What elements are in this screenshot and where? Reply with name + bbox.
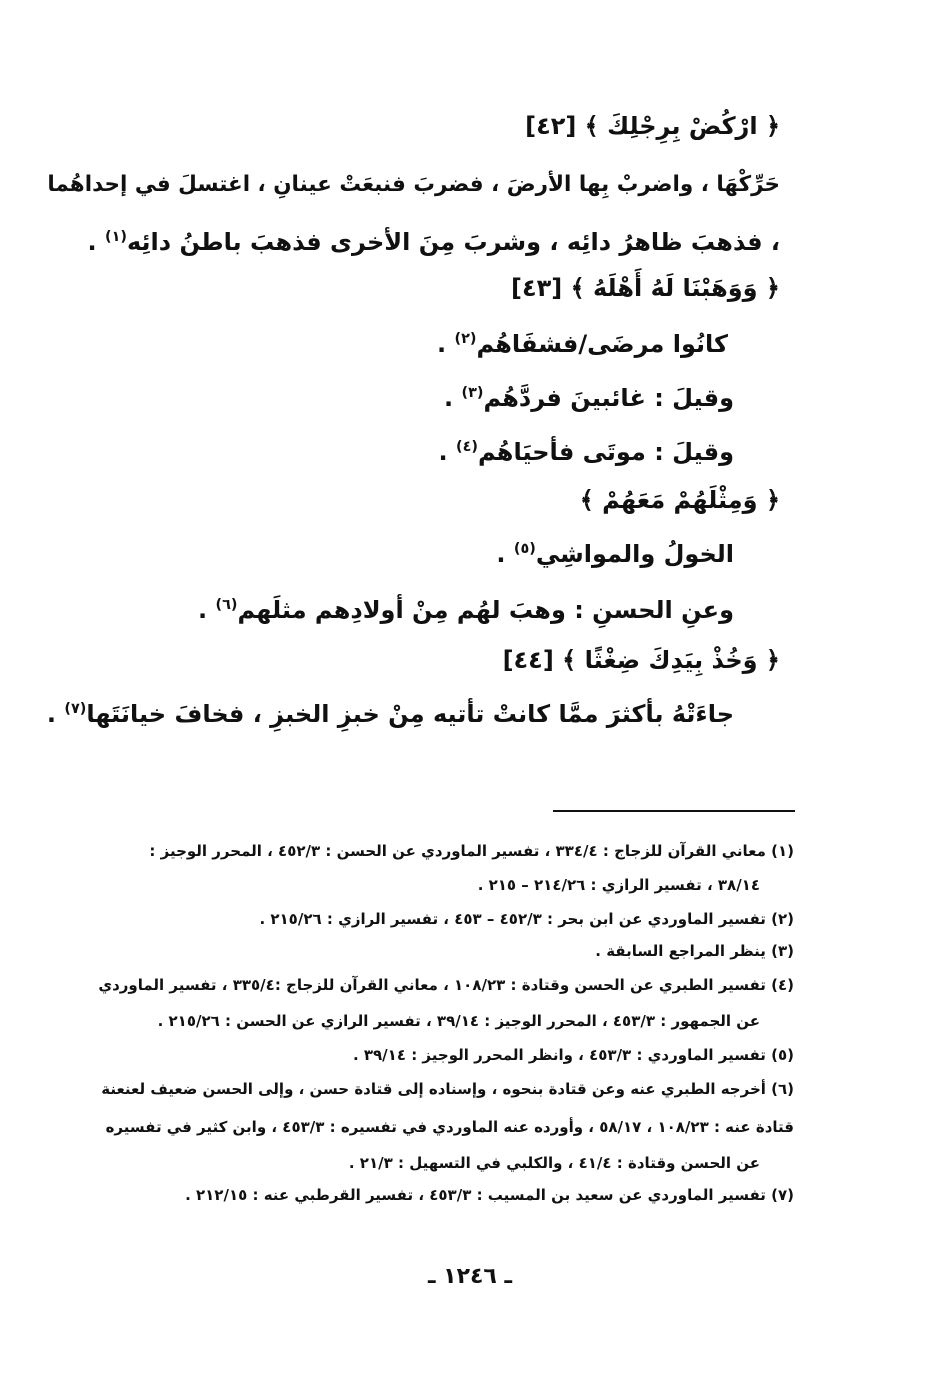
verse-43: ﴿ وَوَهَبْنَا لَهُ أَهْلَهُ ﴾ [٤٣] (510, 274, 780, 302)
footnote-5: (٥) تفسير الماوردي : ٤٥٣/٣ ، وانظر المحرر الوجيز : ٣٩/١٤ . (352, 1046, 794, 1064)
verse-44: ﴿ وَخُذْ بِيَدِكَ ضِغْثًا ﴾ [٤٤] (502, 646, 780, 674)
verse-43b: ﴿ وَمِثْلَهُمْ مَعَهُمْ ﴾ (579, 486, 780, 514)
footnote-ref-6: (٦) (215, 597, 238, 613)
footnote-6-cont: قتادة عنه : ١٠٨/٢٣ ، ٥٨/١٧ ، وأورده عنه الماوردي في تفسيره : ٤٥٣/٣ ، وابن كثير في تفسيره (105, 1118, 794, 1136)
footnote-ref-5: (٥) (513, 541, 536, 557)
footnote-ref-3: (٣) (461, 385, 484, 401)
footnote-1-cont: ٣٨/١٤ ، تفسير الرازي : ٢١٤/٢٦ – ٢١٥ . (477, 876, 760, 894)
footnote-ref-4: (٤) (456, 439, 478, 455)
verse-42: ﴿ ارْكُضْ بِرِجْلِكَ ﴾ [٤٢] (525, 112, 780, 140)
text-line: وعنِ الحسنِ : وهبَ لهُم مِنْ أولادِهم مثلَهم$^{(٦)}$ . (198, 596, 734, 624)
footnote-ref-7: (٧) (64, 701, 87, 717)
footnote-7: (٧) تفسير الماوردي عن سعيد بن المسيب : ٤٥٣/٣ ، تفسير القرطبي عنه : ٢١٢/١٥ . (185, 1186, 794, 1204)
text-line: كانُوا مرضَى/فشفَاهُم$^{(٢)}$ . (437, 330, 728, 358)
footnote-6: (٦) أخرجه الطبري عنه وعن قتادة بنحوه ، وإسناده إلى قتادة حسن ، وإلى الحسن ضعيف لعنعنة (101, 1080, 794, 1098)
text-line: وقيلَ : موتَى فأحيَاهُم$^{(٤)}$ . (438, 438, 734, 466)
footnote-ref-2: (٢) (454, 331, 477, 347)
text-line: الخولُ والمواشِي$^{(٥)}$ . (496, 540, 734, 568)
footnote-ref-1: (١) (105, 229, 127, 245)
footnote-2: (٢) تفسير الماوردي عن ابن بحر : ٤٥٢/٣ – ٤٥٣ ، تفسير الرازي : ٢١٥/٢٦ . (259, 910, 794, 928)
text-line: جاءَتْهُ بأكثرَ ممَّا كانتْ تأتيه مِنْ خبزِ الخبزِ ، فخافَ خيانَتَها$^{(٧)}$ . (46, 700, 734, 728)
text-line: حَرِّكْهَا ، واضربْ بِها الأرضَ ، فضربَ فنبعَتْ عينانِ ، اغتسلَ في إحداهُما (47, 172, 780, 197)
footnote-4-cont: عن الجمهور : ٤٥٣/٣ ، المحرر الوجيز : ٣٩/١٤ ، تفسير الرازي عن الحسن : ٢١٥/٢٦ . (157, 1012, 760, 1030)
page-number: ـ ١٢٤٦ ـ (427, 1264, 513, 1289)
footnote-4: (٤) تفسير الطبري عن الحسن وقتادة : ١٠٨/٢٣ ، معاني القرآن للزجاج :٣٣٥/٤ ، تفسير الماوردي (98, 976, 794, 994)
footnote-3: (٣) ينظر المراجع السابقة . (595, 942, 794, 960)
footnote-1: (١) معاني القرآن للزجاج : ٣٣٤/٤ ، تفسير الماوردي عن الحسن : ٤٥٢/٣ ، المحرر الوجيز : (149, 842, 794, 860)
footnote-separator (553, 810, 795, 812)
text-line: وقيلَ : غائبينَ فردَّهُم$^{(٣)}$ . (444, 384, 734, 412)
footnote-6-cont2: عن الحسن وقتادة : ٤١/٤ ، والكلبي في التسهيل : ٢١/٣ . (348, 1154, 760, 1172)
text-line: ، فذهبَ ظاهرُ دائِه ، وشربَ مِنَ الأخرى فذهبَ باطنُ دائِه$^{(١)}$ . (87, 228, 780, 256)
